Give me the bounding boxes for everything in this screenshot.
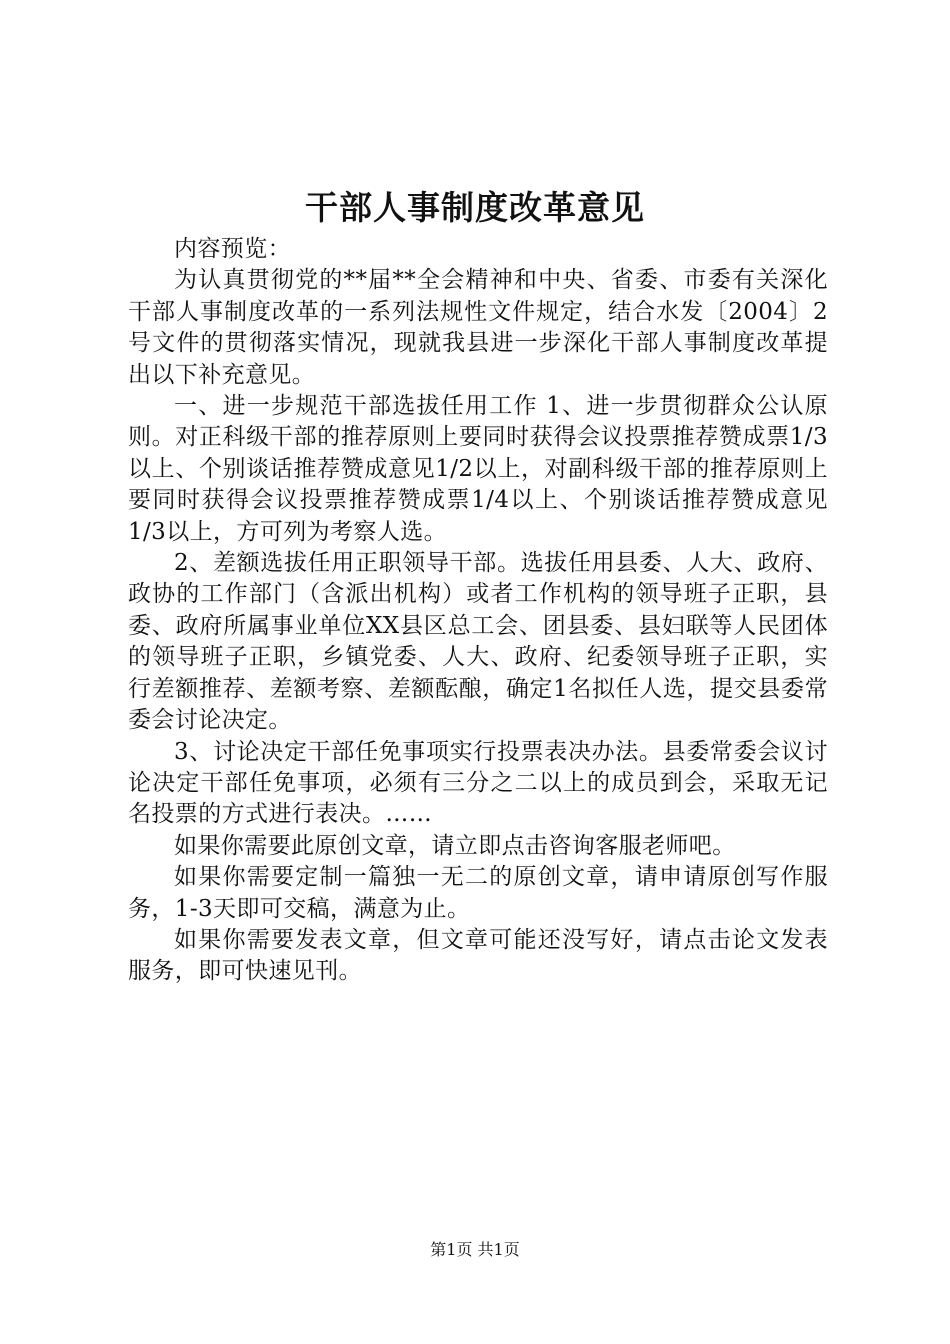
- section-1-paragraph: 一、进一步规范干部选拔任用工作 1、进一步贯彻群众公认原则。对正科级干部的推荐原则上要同时获得会议投票推荐赞成票1/3以上、个别谈话推荐赞成意见1/2以上，对副科级干部的推荐原则上要同时获得会议投票推荐赞成票1/4以上、个别谈话推荐赞成意见1/3以上，方可列为考察人选。: [128, 393, 828, 545]
- section-2-paragraph: 2、差额选拔任用正职领导干部。选拔任用县委、人大、政府、政协的工作部门（含派出机构）或者工作机构的领导班子正职，县委、政府所属事业单位XX县区总工会、团县委、县妇联等人民团体的领导班子正职，乡镇党委、人大、政府、纪委领导班子正职，实行差额推荐、差额考察、差额酝酿，确定1名拟任人选，提交县委常委会讨论决定。: [128, 550, 828, 734]
- consult-service-paragraph: 如果你需要此原创文章，请立即点击咨询客服老师吧。: [174, 832, 736, 859]
- custom-writing-paragraph: 如果你需要定制一篇独一无二的原创文章，请申请原创写作服务，1-3天即可交稿，满意为止。: [128, 864, 828, 922]
- publish-service-paragraph: 如果你需要发表文章，但文章可能还没写好，请点击论文发表服务，即可快速见刊。: [128, 926, 828, 985]
- preview-label: 内容预览：: [174, 236, 291, 262]
- document-body: [128, 234, 828, 988]
- page-footer: 第1页 共1页: [430, 1240, 520, 1259]
- section-3-paragraph: 3、讨论决定干部任免事项实行投票表决办法。县委常委会议讨论决定干部任免事项，必须有三分之二以上的成员到会，采取无记名投票的方式进行表决。……: [128, 738, 828, 828]
- intro-paragraph: 为认真贯彻党的**届**全会精神和中央、省委、市委有关深化干部人事制度改革的一系列法规性文件规定，结合水发〔2004〕2号文件的贯彻落实情况，现就我县进一步深化干部人事制度改革提出以下补充意见。: [128, 267, 828, 388]
- document-title: 干部人事制度改革意见: [305, 188, 645, 227]
